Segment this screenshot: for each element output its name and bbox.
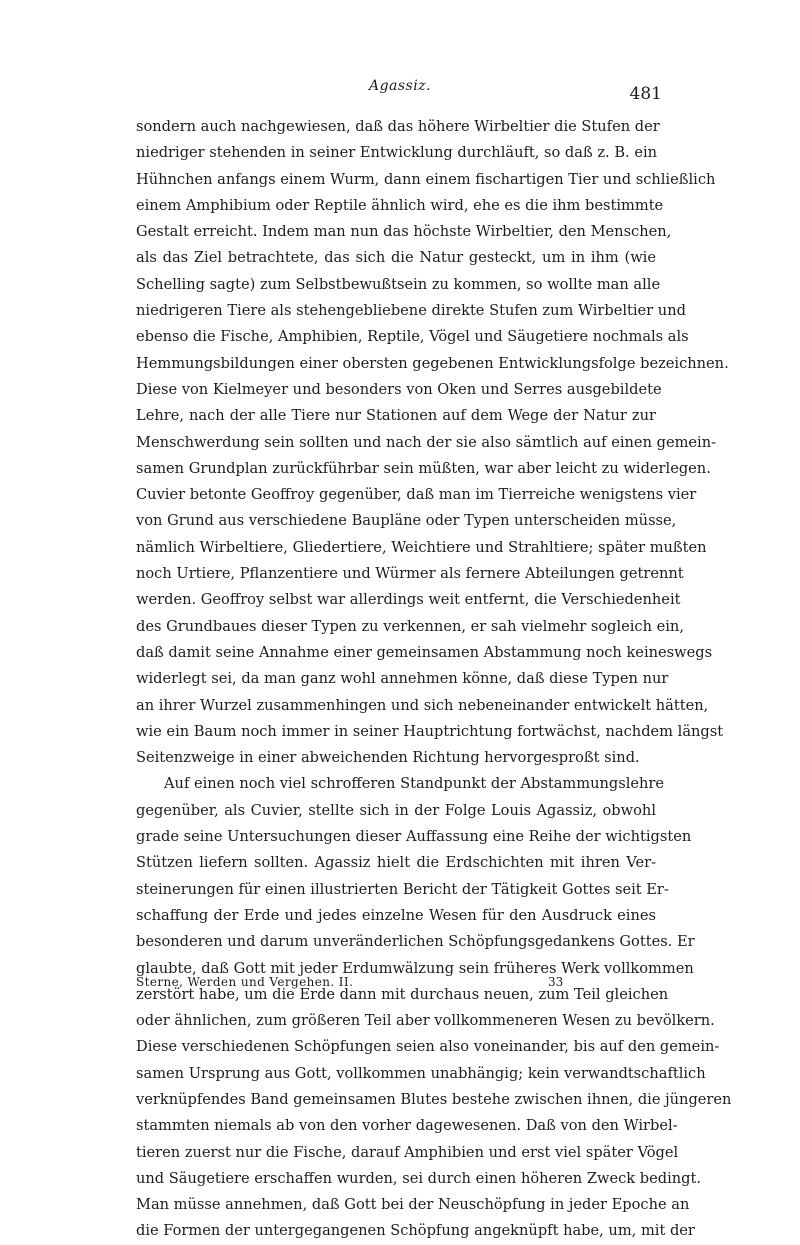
text-line: zerstört habe, um die Erde dann mit durchaus neuen, zum Teil gleichen <box>136 985 669 1003</box>
text-line: die Formen der untergegangenen Schöpfung angeknüpft habe, um, mit der <box>136 1222 695 1240</box>
text-line: Hühnchen anfangs einem Wurm, dann einem fischartigen Tier und schließlich <box>136 170 716 188</box>
text-line: Man müsse annehmen, daß Gott bei der Neuschöpfung in jeder Epoche an <box>136 1196 690 1214</box>
text-line: einem Amphibium oder Reptile ähnlich wird, ehe es die ihm bestimmte <box>136 196 664 214</box>
text-line: stammten niemals ab von den vorher dagewesenen. Daß von den Wirbel- <box>136 1117 678 1135</box>
page-number: 481 <box>629 84 662 104</box>
text-line: Diese von Kielmeyer und besonders von Oken und Serres ausgebildete <box>136 380 662 398</box>
text-line: niedrigeren Tiere als stehengebliebene direkte Stufen zum Wirbeltier und <box>136 302 686 320</box>
text-line: Stützen liefern sollten. Agassiz hielt die Erdschichten mit ihren Ver- <box>136 854 656 872</box>
text-line: grade seine Untersuchungen dieser Auffassung eine Reihe der wichtigsten <box>136 828 692 846</box>
text-line: des Grundbaues dieser Typen zu verkennen, er sah vielmehr sogleich ein, <box>136 617 684 635</box>
text-line: besonderen und darum unveränderlichen Schöpfungsgedankens Gottes. Er <box>136 933 695 951</box>
text-line: Diese verschiedenen Schöpfungen seien also voneinander, bis auf den gemein- <box>136 1038 720 1056</box>
text-line: Gestalt erreicht. Indem man nun das höchste Wirbeltier, den Menschen, <box>136 223 672 241</box>
text-line: wie ein Baum noch immer in seiner Hauptrichtung fortwächst, nachdem längst <box>136 722 724 740</box>
text-line: widerlegt sei, da man ganz wohl annehmen könne, daß diese Typen nur <box>136 670 669 688</box>
text-line: Schelling sagte) zum Selbstbewußtsein zu kommen, so wollte man alle <box>136 275 661 293</box>
text-line: tieren zuerst nur die Fische, darauf Amphibien und erst viel später Vögel <box>136 1143 679 1161</box>
text-line: als das Ziel betrachtete, das sich die Natur gesteckt, um in ihm (wie <box>136 249 656 267</box>
text-line: Cuvier betonte Geoffroy gegenüber, daß man im Tierreiche wenigstens vier <box>136 486 697 504</box>
paragraph-end-line: Seitenzweige in einer abweichenden Richtung hervorgesproßt sind. <box>136 749 640 767</box>
footer-book-title: Sterne, Werden und Vergehen. II. <box>136 975 354 989</box>
body-text <box>136 114 732 1245</box>
text-line: samen Ursprung aus Gott, vollkommen unabhängig; kein verwandtschaftlich <box>136 1064 706 1082</box>
text-line: Hemmungsbildungen einer obersten gegebenen Entwicklungsfolge bezeichnen. <box>136 354 729 372</box>
running-head: Agassiz. <box>368 78 432 94</box>
text-line: an ihrer Wurzel zusammenhingen und sich nebeneinander entwickelt hätten, <box>136 696 709 714</box>
text-line: gegenüber, als Cuvier, stellte sich in der Folge Louis Agassiz, obwohl <box>136 801 656 819</box>
text-line: noch Urtiere, Pflanzentiere und Würmer als fernere Abteilungen getrennt <box>136 565 684 583</box>
text-line: daß damit seine Annahme einer gemeinsamen Abstammung noch keineswegs <box>136 643 713 661</box>
text-line: glaubte, daß Gott mit jeder Erdumwälzung sein früheres Werk vollkommen <box>136 959 694 977</box>
text-line: schaffung der Erde und jedes einzelne Wesen für den Ausdruck eines <box>136 906 656 924</box>
text-line: und Säugetiere erschaffen wurden, sei durch einen höheren Zweck bedingt. <box>136 1169 701 1187</box>
text-line: sondern auch nachgewiesen, daß das höhere Wirbeltier die Stufen der <box>136 118 660 135</box>
footer-signature-mark: 33 <box>548 975 564 989</box>
text-line: ebenso die Fische, Amphibien, Reptile, Vögel und Säugetiere nochmals als <box>136 328 689 346</box>
text-line: steinerungen für einen illustrierten Bericht der Tätigkeit Gottes seit Er- <box>136 880 669 898</box>
text-line: niedriger stehenden in seiner Entwicklung durchläuft, so daß z. B. ein <box>136 144 658 162</box>
text-line: werden. Geoffroy selbst war allerdings weit entfernt, die Verschiedenheit <box>136 591 681 609</box>
text-line: verknüpfendes Band gemeinsamen Blutes bestehe zwischen ihnen, die jüngeren <box>136 1090 732 1108</box>
text-line: samen Grundplan zurückführbar sein müßten, war aber leicht zu widerlegen. <box>136 459 711 477</box>
text-line: Menschwerdung sein sollten und nach der sie also sämtlich auf einen gemein- <box>136 433 717 451</box>
text-line: oder ähnlichen, zum größeren Teil aber vollkommeneren Wesen zu bevölkern. <box>136 1012 715 1030</box>
text-line: von Grund aus verschiedene Baupläne oder Typen unterscheiden müsse, <box>136 512 677 530</box>
text-line: Lehre, nach der alle Tiere nur Stationen auf dem Wege der Natur zur <box>136 407 656 425</box>
text-line: nämlich Wirbeltiere, Gliedertiere, Weichtiere und Strahltiere; später mußten <box>136 538 707 556</box>
paragraph-start-line: Auf einen noch viel schrofferen Standpunkt der Abstammungslehre <box>164 775 665 793</box>
